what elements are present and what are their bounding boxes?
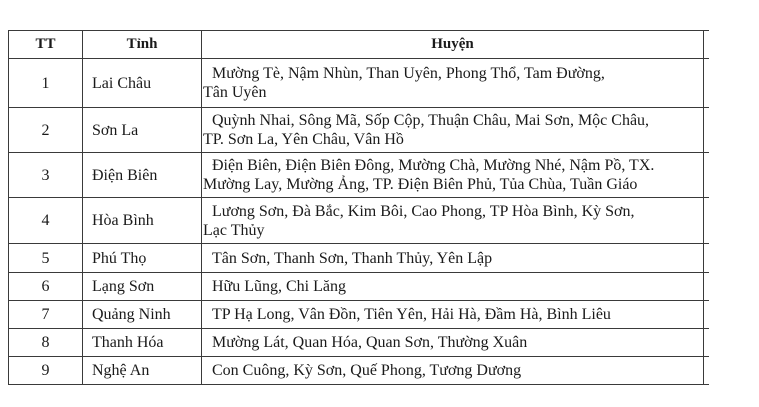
header-huyen: Huyện: [202, 31, 704, 59]
huyen-line: Tân Sơn, Thanh Sơn, Thanh Thủy, Yên Lập: [212, 249, 493, 267]
cell-tt: 7: [9, 301, 83, 329]
border-tick: [703, 356, 709, 357]
cell-tt: 4: [9, 198, 83, 244]
border-tick: [703, 58, 709, 59]
huyen-line: TP. Sơn La, Yên Châu, Vân Hồ: [203, 131, 404, 148]
cell-huyen: [202, 301, 704, 329]
huyen-line: Tân Uyên: [203, 84, 267, 101]
table-row: [9, 273, 704, 301]
huyen-line: Mường Lay, Mường Ảng, TP. Điện Biên Phủ, Tủa Chùa, Tuần Giáo: [203, 176, 638, 193]
province-district-table: [8, 30, 704, 385]
cell-tinh: Lai Châu: [83, 59, 202, 108]
cell-huyen: [202, 244, 704, 273]
cell-tt: 8: [9, 329, 83, 357]
table-row: [9, 301, 704, 329]
table-row: [9, 153, 704, 198]
huyen-line: Con Cuông, Kỳ Sơn, Quế Phong, Tương Dương: [212, 362, 522, 379]
cell-tinh: Nghệ An: [83, 357, 202, 385]
cell-tinh: Phú Thọ: [83, 244, 202, 273]
province-district-table-container: [8, 30, 703, 385]
cell-tt: 6: [9, 273, 83, 301]
cell-huyen: [202, 153, 704, 198]
table-row: [9, 244, 704, 273]
cell-tinh: Lạng Sơn: [83, 273, 202, 301]
cell-tt: 3: [9, 153, 83, 198]
cell-tt: 9: [9, 357, 83, 385]
table-header-row: [9, 31, 704, 59]
table-row: [9, 59, 704, 108]
huyen-line: Lạc Thủy: [203, 221, 265, 239]
cell-tt: 1: [9, 59, 83, 108]
border-tick: [703, 30, 709, 31]
table-row: [9, 198, 704, 244]
cell-tt: 2: [9, 108, 83, 153]
huyen-line: Mường Lát, Quan Hóa, Quan Sơn, Thường Xuân: [212, 334, 528, 351]
cell-tinh: Sơn La: [83, 108, 202, 153]
huyen-line: TP Hạ Long, Vân Đồn, Tiên Yên, Hải Hà, Đầm Hà, Bình Liêu: [212, 306, 611, 323]
cell-tinh: Điện Biên: [83, 153, 202, 198]
cell-huyen: [202, 357, 704, 385]
header-tt: TT: [9, 31, 83, 59]
huyen-line: Quỳnh Nhai, Sông Mã, Sốp Cộp, Thuận Châu, Mai Sơn, Mộc Châu,: [212, 112, 650, 129]
border-tick: [703, 243, 709, 244]
border-tick: [703, 384, 709, 385]
cell-tinh: Quảng Ninh: [83, 301, 202, 329]
huyen-line: Điện Biên, Điện Biên Đông, Mường Chà, Mường Nhé, Nậm Pồ, TX.: [212, 157, 655, 174]
border-tick: [703, 300, 709, 301]
cell-tinh: Thanh Hóa: [83, 329, 202, 357]
huyen-line: Hữu Lũng, Chi Lăng: [212, 278, 346, 295]
cell-huyen: [202, 273, 704, 301]
cell-huyen: [202, 329, 704, 357]
header-tinh: Tỉnh: [83, 31, 202, 59]
huyen-line: Lương Sơn, Đà Bắc, Kim Bôi, Cao Phong, TP Hòa Bình, Kỳ Sơn,: [212, 202, 635, 220]
border-tick: [703, 328, 709, 329]
table-row: [9, 357, 704, 385]
cell-huyen: [202, 198, 704, 244]
huyen-line: Mường Tè, Nậm Nhùn, Than Uyên, Phong Thổ, Tam Đường,: [212, 65, 605, 82]
table-row: [9, 329, 704, 357]
cell-tt: 5: [9, 244, 83, 273]
table-row: [9, 108, 704, 153]
cell-huyen: [202, 108, 704, 153]
border-tick: [703, 272, 709, 273]
cell-huyen: [202, 59, 704, 108]
border-tick: [703, 107, 709, 108]
border-tick: [703, 197, 709, 198]
border-tick: [703, 152, 709, 153]
cell-tinh: Hòa Bình: [83, 198, 202, 244]
